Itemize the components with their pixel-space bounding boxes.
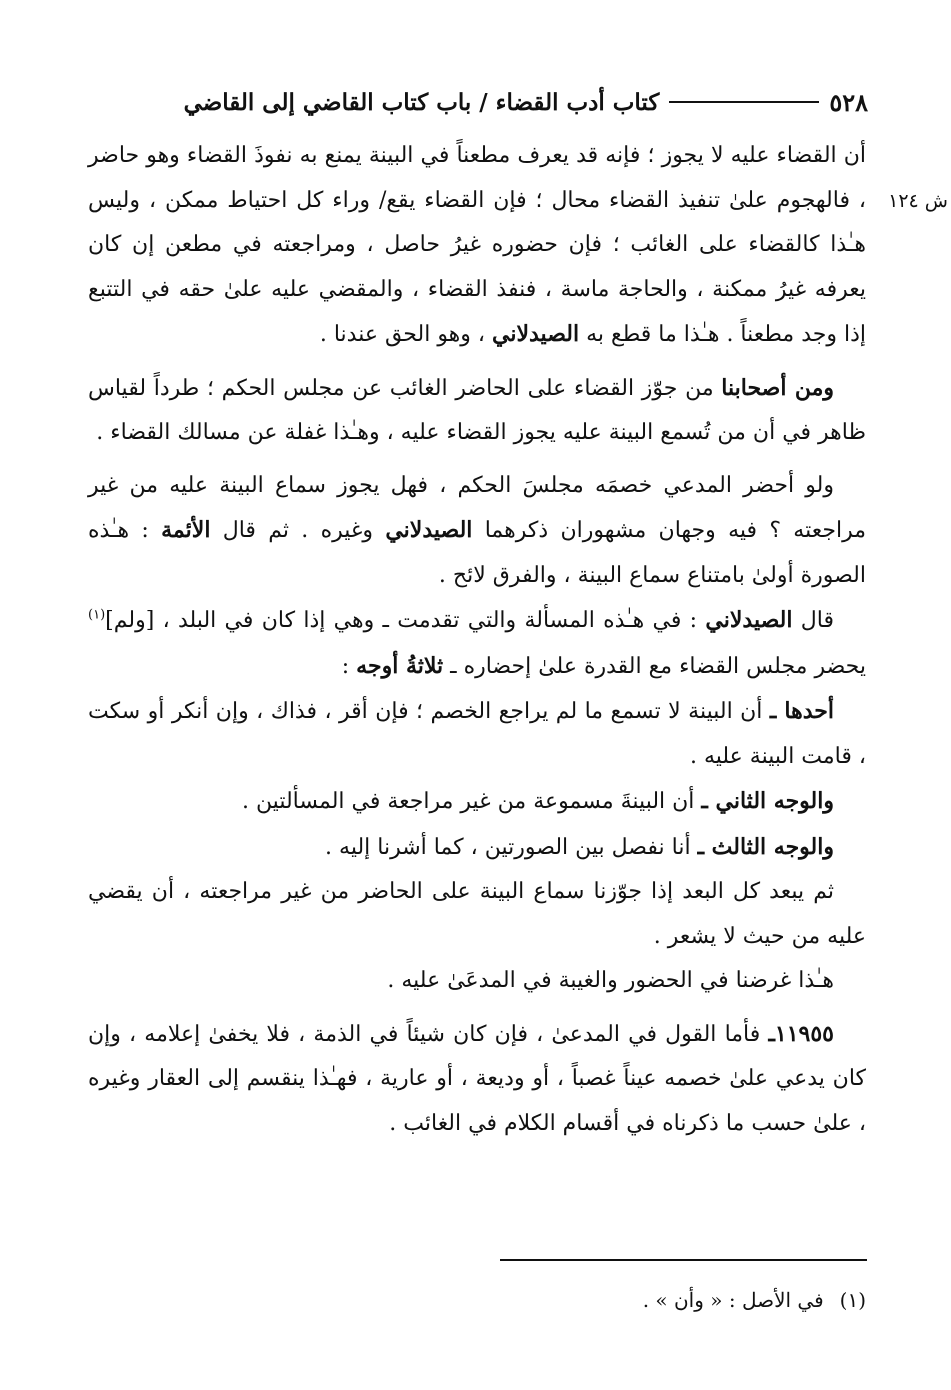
name-bold: الصيدلاني (492, 321, 580, 347)
footnote-text: في الأصل : « وأن » . (642, 1288, 824, 1312)
paragraph (88, 1012, 866, 1147)
text-run: هـٰذا غرضنا في الحضور والغيبة في المدعَىٰ عليه . (387, 968, 834, 993)
text-run: ، وهو الحق عندنا . (319, 322, 492, 347)
paragraph (88, 825, 866, 871)
paragraph (88, 366, 866, 456)
text-run: : هـٰذه الصورة أولىٰ بامتناع سماع البينة ، والفرق لائح . (88, 518, 866, 588)
name-bold: الصيدلاني (705, 607, 793, 633)
paragraph (88, 779, 866, 825)
footnote-rule (500, 1259, 867, 1261)
name-bold: والوجه الثالث ـ (697, 833, 834, 860)
header-rule (669, 101, 819, 103)
text-run: من جوّز القضاء على الحاضر الغائب عن مجلس الحكم ؛ طرداً لقياس ظاهر في أن من تُسمع البينة عليه يجوز القضاء عليه ، وهـٰذا غفلة عن مسالك القضاء . (88, 375, 866, 445)
paragraph (88, 598, 866, 689)
footnote (88, 1285, 866, 1315)
name-bold: الصيدلاني (385, 517, 473, 543)
text-run: ولو أحضر المدعي خصمَه مجلسَ الحكم ، فهل يجوز سماع البينة عليه من غير مراجعته ؟ فيه وجهان مشهوران ذكرهما (88, 472, 866, 543)
footnote-ref[interactable]: (١) (88, 607, 106, 623)
paragraph (88, 689, 866, 779)
name-bold: الأئمة (161, 517, 211, 543)
name-bold: والوجه الثاني ـ (701, 788, 834, 814)
name-bold: ثلاثةُ أوجه (356, 652, 444, 679)
text-run: قال (792, 608, 834, 633)
paragraph (88, 464, 866, 599)
text-run: أن البينةَ مسموعة من غير مراجعة في المسألتين . (241, 789, 702, 814)
body-text (88, 134, 866, 1146)
margin-note: ش ١٢٤ (888, 190, 948, 212)
text-run: أن البينة لا تسمع ما لم يراجع الخصم ؛ فإن أقر ، فذاك ، وإن أنكر أو سكت ، قامت البينة عليه . (88, 699, 866, 769)
paragraph (88, 134, 866, 358)
text-run: يحضر مجلس القضاء مع القدرة علىٰ إحضاره ـ (443, 653, 866, 679)
footnote-number: (١) (839, 1288, 866, 1312)
paragraph (88, 959, 866, 1004)
text-run: ثم يبعد كل البعد إذا جوّزنا سماع البينة على الحاضر من غير مراجعته ، أن يقضي عليه من حيث لا يشعر . (88, 879, 866, 949)
text-run: : (341, 653, 357, 679)
paragraph (88, 870, 866, 959)
text-run: أن القضاء عليه لا يجوز ؛ فإنه قد يعرف مطعناً في البينة يمنع به نفوذَ القضاء وهو حاضر ، فالهجوم علىٰ تنفيذ القضاء محال ؛ فإن القضاء يقع/ وراء كل احتياط ممكن ، وليس هـٰذا كالقضاء على الغائب ؛ فإن حضوره غيرُ حاصل ، ومراجعته في مطعن إن كان يعرفه غيرُ ممكنة ، والحاجة ماسة ، فنفذ القضاء ، والمقضي عليه علىٰ حقه في التتبع إذا وجد مطعناً . هـٰذا ما قطع به (88, 143, 866, 347)
text-run: وغيره . ثم قال (210, 518, 386, 543)
page-number: ٥٢٨ (829, 87, 868, 117)
name-bold: ومن أصحابنا (721, 374, 834, 401)
text-run: فأما القول في المدعىٰ ، فإن كان شيئاً في الذمة ، فلا يخفىٰ إعلامه ، وإن كان يدعي علىٰ خصمه عيناً غصباً ، أو وديعة ، أو عارية ، فهـٰذا ينقسم إلى العقار وغيره ، علىٰ حسب ما ذكرناه في أقسام الكلام في الغائب . (88, 1021, 866, 1136)
name-bold: أحدها ـ (769, 698, 835, 724)
section-number: ١١٩٥٥ـ (768, 1020, 834, 1047)
running-header (90, 84, 868, 120)
running-title: كتاب أدب القضاء / باب كتاب القاضي إلى القاضي (183, 88, 660, 116)
text-run: : في هـٰذه المسألة والتي تقدمت ـ وهي إذا كان في البلد ، [ولم] (105, 608, 706, 633)
text-run: أنا نفصل بين الصورتين ، كما أشرنا إليه . (325, 834, 698, 860)
